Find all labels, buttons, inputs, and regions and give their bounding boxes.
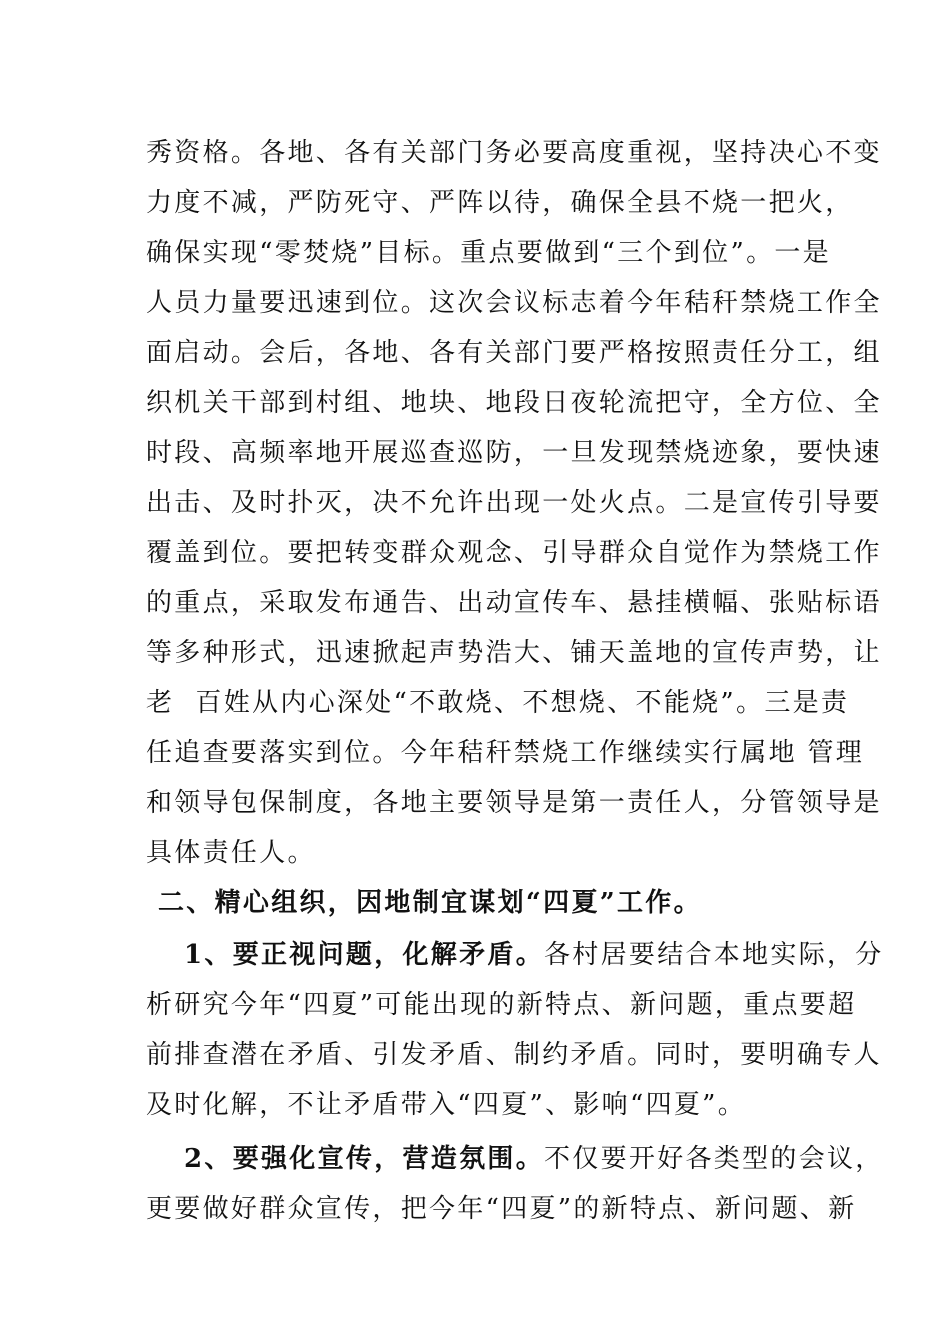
body-text-line: 的重点，采取发布通告、出动宣传车、悬挂横幅、张贴标语 xyxy=(146,588,882,618)
body-text-line: 力度不减，严防死守、严阵以待，确保全县不烧一把火， xyxy=(146,188,854,218)
body-text-line: 和领导包保制度，各地主要领导是第一责任人，分管领导是 xyxy=(146,788,882,818)
item-2-lead: 2、要强化宣传，营造氛围。 xyxy=(184,1144,544,1174)
body-text-line: 织机关干部到村组、地块、地段日夜轮流把守，全方位、全 xyxy=(146,388,882,418)
item-2-first-line xyxy=(184,1134,884,1184)
body-text-line: 任追查要落实到位。今年秸秆禁烧工作继续实行属地 管理 xyxy=(146,738,865,768)
item-1-lead: 1、要正视问题，化解矛盾。 xyxy=(184,940,544,970)
body-text-line: 出击、及时扑灭，决不允许出现一处火点。二是宣传引导要 xyxy=(146,488,882,518)
body-text-line: 确保实现“零焚烧”目标。重点要做到“三个到位”。一是 xyxy=(146,238,831,268)
body-text-line: 更要做好群众宣传，把今年“四夏”的新特点、新问题、新 xyxy=(146,1194,857,1224)
item-2-first-line-rest: 不仅要开好各类型的会议， xyxy=(544,1144,884,1174)
item-1-first-line xyxy=(184,930,884,980)
body-text-line: 析研究今年“四夏”可能出现的新特点、新问题，重点要超 xyxy=(146,990,857,1020)
body-text-line: 等多种形式，迅速掀起声势浩大、铺天盖地的宣传声势，让 xyxy=(146,638,882,668)
body-text-line: 及时化解，不让矛盾带入“四夏”、影响“四夏”。 xyxy=(146,1090,747,1120)
body-text-line: 面启动。会后，各地、各有关部门要严格按照责任分工，组 xyxy=(146,338,882,368)
item-1-first-line-rest: 各村居要结合本地实际，分 xyxy=(544,940,884,970)
body-text-line: 前排查潜在矛盾、引发矛盾、制约矛盾。同时，要明确专人 xyxy=(146,1040,882,1070)
body-text-line: 秀资格。各地、各有关部门务必要高度重视，坚持决心不变 xyxy=(146,138,882,168)
body-text-line: 时段、高频率地开展巡查巡防，一旦发现禁烧迹象，要快速 xyxy=(146,438,882,468)
body-text-line: 老 百姓从内心深处“不敢烧、不想烧、不能烧”。三是责 xyxy=(146,688,850,718)
section-heading: 二、精心组织，因地制宜谋划“四夏”工作。 xyxy=(158,888,702,918)
body-text-line: 具体责任人。 xyxy=(146,838,316,868)
body-text-line: 覆盖到位。要把转变群众观念、引导群众自觉作为禁烧工作 xyxy=(146,538,882,568)
body-text-line: 人员力量要迅速到位。这次会议标志着今年秸秆禁烧工作全 xyxy=(146,288,882,318)
